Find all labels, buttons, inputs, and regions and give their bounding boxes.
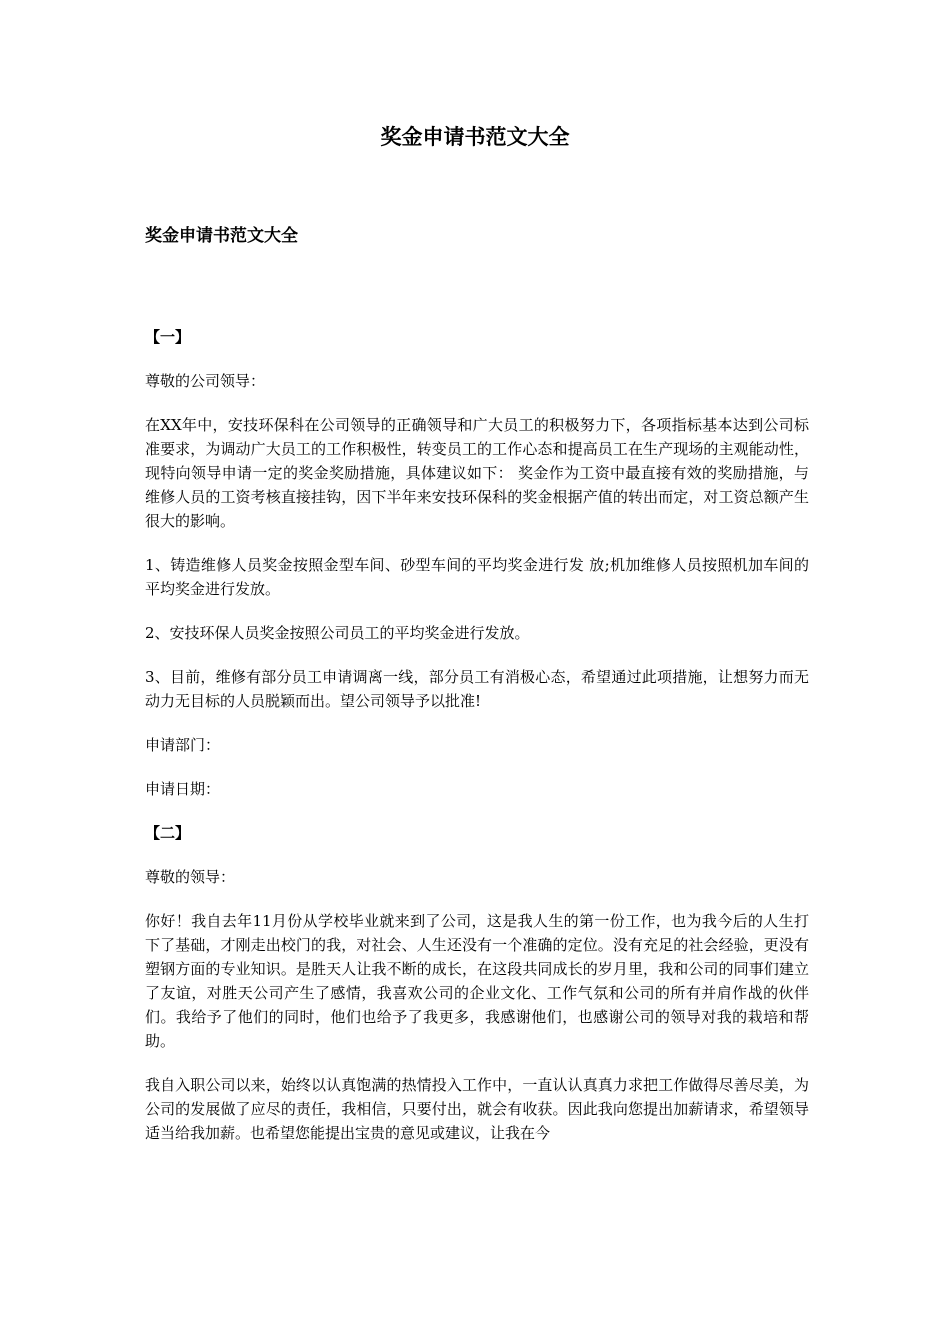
section-one-salutation: 尊敬的公司领导： bbox=[145, 372, 266, 390]
section-two-label: 【二】 bbox=[145, 824, 191, 842]
section-two-paragraph-1: 你好！我自去年11月份从学校毕业就来到了公司，这是我人生的第一份工作，也为我今后的人生打下了基础，才刚走出校门的我，对社会、人生还没有一个准确的定位。没有充足的社会经验，更没有塑钢方面的专业知识。是胜天人让我不断的成长，在这段共同成长的岁月里，我和公司的同事们建立了友谊，对胜天公司产生了感情，我喜欢公司的企业文化、工作气氛和公司的所有并肩作战的伙伴们。我给予了他们的同时，他们也给予了我更多，我感谢他们，也感谢公司的领导对我的栽培和帮助。 bbox=[145, 912, 809, 1050]
section-one-intro-paragraph: 在XX年中，安技环保科在公司领导的正确领导和广大员工的积极努力下，各项指标基本达到公司标准要求，为调动广大员工的工作积极性，转变员工的工作心态和提高员工在生产现场的主观能动性，现特向领导申请一定的奖金奖励措施，具体建议如下： 奖金作为工资中最直接有效的奖励措施，与维修人员的工资考核直接挂钩，因下半年来安技环保科的奖金根据产值的转出而定，对工资总额产生很大的影响。 bbox=[145, 416, 809, 530]
application-date-field: 申请日期： bbox=[145, 780, 221, 798]
application-department-field: 申请部门： bbox=[145, 736, 221, 754]
section-one-label: 【一】 bbox=[145, 328, 191, 346]
document-body bbox=[145, 325, 809, 1165]
document-title: 奖金申请书范文大全 bbox=[380, 125, 570, 149]
section-one-item-2: 2、安技环保人员奖金按照公司员工的平均奖金进行发放。 bbox=[145, 624, 530, 642]
section-two-paragraph-2: 我自入职公司以来，始终以认真饱满的热情投入工作中，一直认认真真力求把工作做得尽善尽美，为公司的发展做了应尽的责任，我相信，只要付出，就会有收获。因此我向您提出加薪请求，希望领导适当给我加薪。也希望您能提出宝贵的意见或建议，让我在今 bbox=[145, 1076, 809, 1142]
section-one-item-1: 1、铸造维修人员奖金按照金型车间、砂型车间的平均奖金进行发 放;机加维修人员按照机加车间的平均奖金进行发放。 bbox=[145, 556, 809, 598]
document-subtitle: 奖金申请书范文大全 bbox=[145, 226, 298, 246]
section-one-item-3: 3、目前，维修有部分员工申请调离一线，部分员工有消极心态，希望通过此项措施，让想努力而无动力无目标的人员脱颖而出。望公司领导予以批准! bbox=[145, 668, 809, 710]
section-two-salutation: 尊敬的领导： bbox=[145, 868, 236, 886]
